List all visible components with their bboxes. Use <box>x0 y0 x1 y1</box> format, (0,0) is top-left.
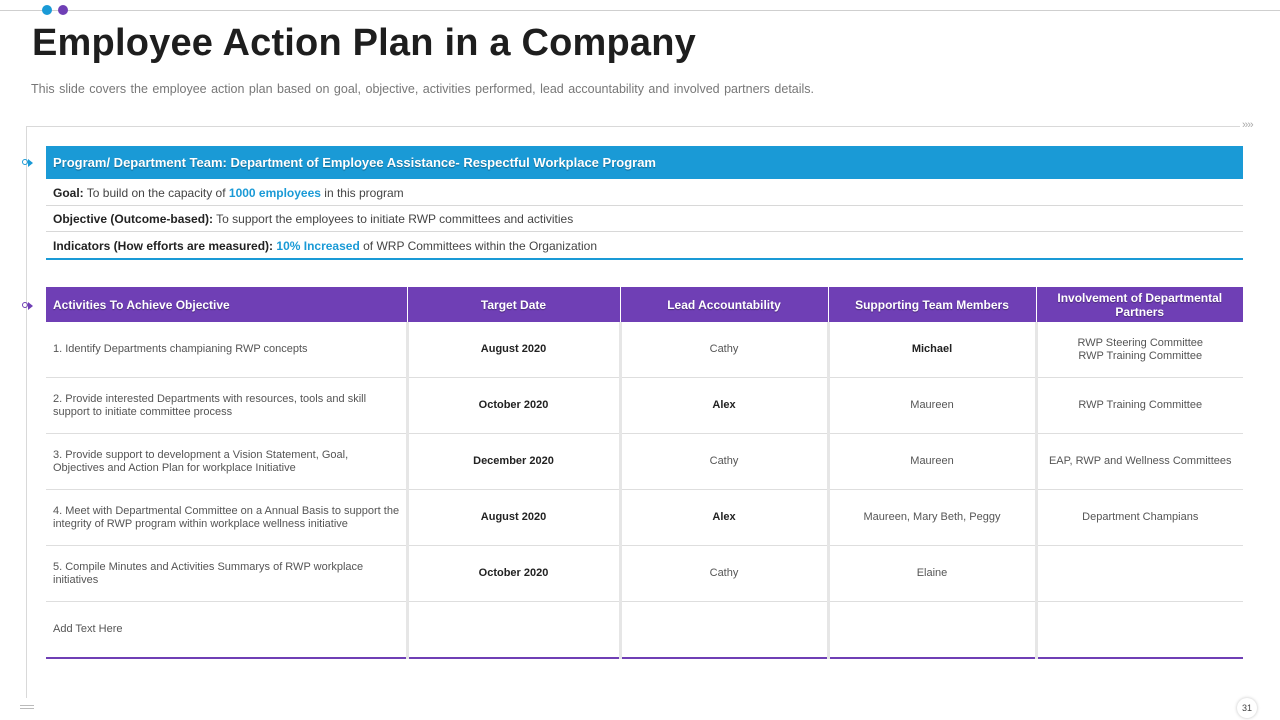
partners-cell <box>1036 602 1243 659</box>
support-cell: Maureen <box>828 434 1036 490</box>
objective-text: To support the employees to initiate RWP committees and activities <box>213 212 574 226</box>
support-cell: Michael <box>828 322 1036 378</box>
activity-cell: 2. Provide interested Departments with resources, tools and skill support to initiate committee process <box>46 378 407 434</box>
indicators-row <box>46 233 1243 260</box>
purple-dot-decoration <box>58 5 68 15</box>
indicators-label: Indicators (How efforts are measured): <box>53 239 274 253</box>
support-cell: Maureen <box>828 378 1036 434</box>
column-header: Involvement of Departmental Partners <box>1036 287 1243 322</box>
goal-text-post: in this program <box>320 186 404 200</box>
lead-cell: Alex <box>620 490 828 546</box>
support-cell: Maureen, Mary Beth, Peggy <box>828 490 1036 546</box>
partners-cell: Department Champians <box>1036 490 1243 546</box>
lead-cell <box>620 602 828 659</box>
objective-row <box>46 206 1243 232</box>
partners-cell: RWP Steering Committee RWP Training Committee <box>1036 322 1243 378</box>
objective-label: Objective (Outcome-based): <box>53 212 214 226</box>
activity-cell: 5. Compile Minutes and Activities Summarys of RWP workplace initiatives <box>46 546 407 602</box>
table-row <box>46 490 1243 546</box>
page-number: 31 <box>1237 698 1257 718</box>
support-cell: Elaine <box>828 546 1036 602</box>
goal-label: Goal: <box>53 186 84 200</box>
target-date-cell: October 2020 <box>407 378 620 434</box>
bullet-marker-icon <box>22 301 32 311</box>
target-date-cell: December 2020 <box>407 434 620 490</box>
frame-top-rule <box>26 126 1240 127</box>
lead-cell: Cathy <box>620 434 828 490</box>
page-subtitle: This slide covers the employee action plan based on goal, objective, activities performed, lead accountability and involved partners details. <box>31 82 815 96</box>
indicators-highlight: 10% Increased <box>273 239 360 253</box>
column-header: Supporting Team Members <box>828 287 1036 322</box>
table-row <box>46 322 1243 378</box>
lead-cell: Alex <box>620 378 828 434</box>
activity-cell: 1. Identify Departments champianing RWP concepts <box>46 322 407 378</box>
activity-cell: 4. Meet with Departmental Committee on a Annual Basis to support the integrity of RWP program within workplace wellness initiative <box>46 490 407 546</box>
column-header: Target Date <box>407 287 620 322</box>
target-date-cell: October 2020 <box>407 546 620 602</box>
activity-cell: Add Text Here <box>46 602 407 659</box>
table-row <box>46 378 1243 434</box>
target-date-cell: August 2020 <box>407 490 620 546</box>
page-title: Employee Action Plan in a Company <box>32 22 696 64</box>
program-header: Program/ Department Team: Department of Employee Assistance- Respectful Workplace Program <box>46 146 1243 179</box>
table-row <box>46 434 1243 490</box>
table-header-row <box>46 287 1243 322</box>
chevrons-icon: ›››› <box>1242 119 1253 131</box>
column-header: Lead Accountability <box>620 287 828 322</box>
support-cell <box>828 602 1036 659</box>
frame-left-rule <box>26 126 27 698</box>
partners-cell: EAP, RWP and Wellness Committees <box>1036 434 1243 490</box>
partners-cell: RWP Training Committee <box>1036 378 1243 434</box>
goal-row <box>46 180 1243 206</box>
activity-cell: 3. Provide support to development a Vision Statement, Goal, Objectives and Action Plan for workplace Initiative <box>46 434 407 490</box>
blue-dot-decoration <box>42 5 52 15</box>
partners-cell <box>1036 546 1243 602</box>
top-rule <box>0 10 1280 11</box>
column-header: Activities To Achieve Objective <box>46 287 407 322</box>
action-plan-table <box>46 287 1243 659</box>
target-date-cell: August 2020 <box>407 322 620 378</box>
corner-lines-icon <box>20 705 34 711</box>
lead-cell: Cathy <box>620 546 828 602</box>
goal-highlight: 1000 employees <box>228 186 321 200</box>
goal-text-pre: To build on the capacity of <box>83 186 229 200</box>
bullet-marker-icon <box>22 158 32 168</box>
indicators-text: of WRP Committees within the Organization <box>359 239 597 253</box>
target-date-cell <box>407 602 620 659</box>
table-row <box>46 602 1243 659</box>
table-row <box>46 546 1243 602</box>
lead-cell: Cathy <box>620 322 828 378</box>
